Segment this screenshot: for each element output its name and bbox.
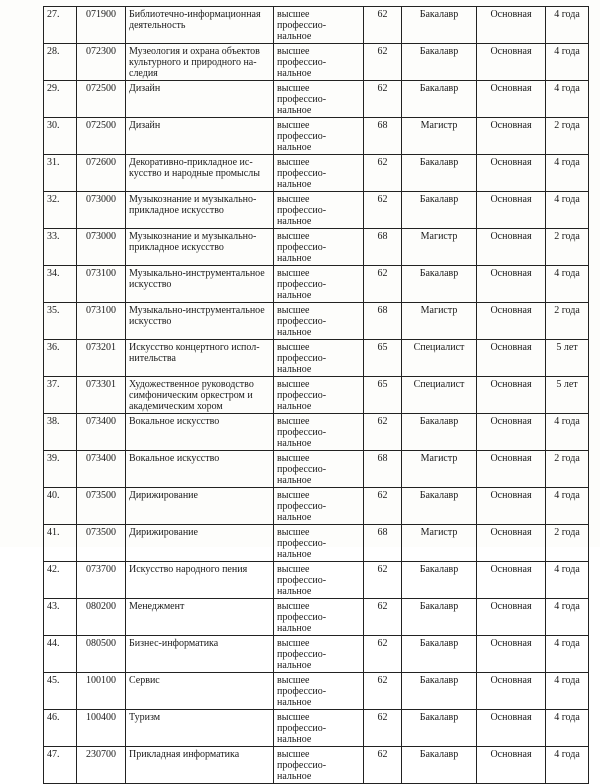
- education-level: высшее профессио-нальное: [274, 81, 364, 118]
- table-row: [44, 266, 589, 303]
- qualification-code: 62: [364, 44, 402, 81]
- qualification-code: 68: [364, 451, 402, 488]
- program-code: 073500: [77, 525, 126, 562]
- study-duration: 5 лет: [546, 377, 589, 414]
- row-number: 37.: [44, 377, 77, 414]
- table-row: [44, 7, 589, 44]
- row-number: 27.: [44, 7, 77, 44]
- row-number: 39.: [44, 451, 77, 488]
- education-level: высшее профессио-нальное: [274, 451, 364, 488]
- qualification: Бакалавр: [402, 44, 477, 81]
- program-code: 072600: [77, 155, 126, 192]
- program-name: Музыкознание и музыкально-прикладное искусство: [126, 229, 274, 266]
- study-form: Основная: [477, 599, 546, 636]
- row-number: 34.: [44, 266, 77, 303]
- education-level: высшее профессио-нальное: [274, 44, 364, 81]
- program-code: 073400: [77, 414, 126, 451]
- program-code: 073000: [77, 229, 126, 266]
- row-number: 43.: [44, 599, 77, 636]
- study-form: Основная: [477, 155, 546, 192]
- study-duration: 2 года: [546, 118, 589, 155]
- table-row: [44, 414, 589, 451]
- education-level: высшее профессио-нальное: [274, 747, 364, 784]
- study-form: Основная: [477, 229, 546, 266]
- study-duration: 4 года: [546, 266, 589, 303]
- table-row: [44, 747, 589, 784]
- study-form: Основная: [477, 7, 546, 44]
- study-duration: 2 года: [546, 451, 589, 488]
- qualification-code: 68: [364, 118, 402, 155]
- education-level: высшее профессио-нальное: [274, 155, 364, 192]
- program-code: 072500: [77, 118, 126, 155]
- program-code: 073500: [77, 488, 126, 525]
- education-level: высшее профессио-нальное: [274, 266, 364, 303]
- program-code: 072500: [77, 81, 126, 118]
- qualification: Бакалавр: [402, 81, 477, 118]
- education-level: высшее профессио-нальное: [274, 192, 364, 229]
- study-duration: 4 года: [546, 710, 589, 747]
- qualification-code: 62: [364, 673, 402, 710]
- program-code: 100400: [77, 710, 126, 747]
- program-name: Искусство концертного испол-нительства: [126, 340, 274, 377]
- qualification: Бакалавр: [402, 710, 477, 747]
- qualification: Бакалавр: [402, 155, 477, 192]
- education-level: высшее профессио-нальное: [274, 673, 364, 710]
- study-form: Основная: [477, 525, 546, 562]
- education-level: высшее профессио-нальное: [274, 414, 364, 451]
- row-number: 46.: [44, 710, 77, 747]
- education-level: высшее профессио-нальное: [274, 636, 364, 673]
- row-number: 40.: [44, 488, 77, 525]
- qualification: Бакалавр: [402, 488, 477, 525]
- program-name: Декоративно-прикладное ис-кусство и народные промыслы: [126, 155, 274, 192]
- study-duration: 4 года: [546, 192, 589, 229]
- row-number: 38.: [44, 414, 77, 451]
- study-duration: 4 года: [546, 562, 589, 599]
- study-duration: 4 года: [546, 44, 589, 81]
- row-number: 31.: [44, 155, 77, 192]
- education-level: высшее профессио-нальное: [274, 710, 364, 747]
- study-duration: 4 года: [546, 747, 589, 784]
- table-row: [44, 118, 589, 155]
- qualification-code: 62: [364, 562, 402, 599]
- program-name: Дизайн: [126, 81, 274, 118]
- study-form: Основная: [477, 192, 546, 229]
- program-name: Музыкально-инструментальное искусство: [126, 303, 274, 340]
- qualification-code: 62: [364, 266, 402, 303]
- row-number: 33.: [44, 229, 77, 266]
- qualification-code: 65: [364, 377, 402, 414]
- qualification: Магистр: [402, 118, 477, 155]
- qualification-code: 62: [364, 488, 402, 525]
- program-code: 080200: [77, 599, 126, 636]
- row-number: 45.: [44, 673, 77, 710]
- study-form: Основная: [477, 44, 546, 81]
- study-form: Основная: [477, 303, 546, 340]
- study-form: Основная: [477, 81, 546, 118]
- study-form: Основная: [477, 340, 546, 377]
- program-code: 073700: [77, 562, 126, 599]
- program-name: Прикладная информатика: [126, 747, 274, 784]
- program-code: 100100: [77, 673, 126, 710]
- study-form: Основная: [477, 710, 546, 747]
- education-level: высшее профессио-нальное: [274, 377, 364, 414]
- education-level: высшее профессио-нальное: [274, 303, 364, 340]
- qualification-code: 68: [364, 229, 402, 266]
- study-form: Основная: [477, 414, 546, 451]
- program-name: Сервис: [126, 673, 274, 710]
- table-body: [44, 7, 589, 784]
- study-duration: 4 года: [546, 488, 589, 525]
- program-name: Музыкознание и музыкально-прикладное искусство: [126, 192, 274, 229]
- table-row: [44, 155, 589, 192]
- table-row: [44, 710, 589, 747]
- program-name: Искусство народного пения: [126, 562, 274, 599]
- row-number: 28.: [44, 44, 77, 81]
- program-name: Дирижирование: [126, 488, 274, 525]
- qualification-code: 68: [364, 303, 402, 340]
- program-name: Библиотечно-информационная деятельность: [126, 7, 274, 44]
- study-form: Основная: [477, 266, 546, 303]
- qualification-code: 62: [364, 192, 402, 229]
- program-name: Дизайн: [126, 118, 274, 155]
- program-code: 230700: [77, 747, 126, 784]
- table-row: [44, 673, 589, 710]
- program-code: 073000: [77, 192, 126, 229]
- education-level: высшее профессио-нальное: [274, 562, 364, 599]
- qualification-code: 68: [364, 525, 402, 562]
- study-duration: 2 года: [546, 303, 589, 340]
- row-number: 29.: [44, 81, 77, 118]
- qualification-code: 62: [364, 747, 402, 784]
- row-number: 32.: [44, 192, 77, 229]
- row-number: 35.: [44, 303, 77, 340]
- program-code: 072300: [77, 44, 126, 81]
- qualification: Магистр: [402, 451, 477, 488]
- table-row: [44, 636, 589, 673]
- program-name: Вокальное искусство: [126, 451, 274, 488]
- table-row: [44, 192, 589, 229]
- study-form: Основная: [477, 747, 546, 784]
- table-row: [44, 229, 589, 266]
- row-number: 41.: [44, 525, 77, 562]
- program-name: Менеджмент: [126, 599, 274, 636]
- program-name: Музеология и охрана объектов культурного и природного на-следия: [126, 44, 274, 81]
- education-level: высшее профессио-нальное: [274, 118, 364, 155]
- table-row: [44, 488, 589, 525]
- study-form: Основная: [477, 118, 546, 155]
- qualification: Бакалавр: [402, 636, 477, 673]
- qualification: Бакалавр: [402, 673, 477, 710]
- program-code: 073100: [77, 303, 126, 340]
- study-duration: 4 года: [546, 673, 589, 710]
- study-form: Основная: [477, 673, 546, 710]
- study-duration: 4 года: [546, 81, 589, 118]
- table-row: [44, 525, 589, 562]
- program-name: Вокальное искусство: [126, 414, 274, 451]
- table-row: [44, 562, 589, 599]
- qualification: Бакалавр: [402, 192, 477, 229]
- study-duration: 2 года: [546, 525, 589, 562]
- table-row: [44, 340, 589, 377]
- table-row: [44, 303, 589, 340]
- study-form: Основная: [477, 562, 546, 599]
- program-name: Музыкально-инструментальное искусство: [126, 266, 274, 303]
- education-level: высшее профессио-нальное: [274, 599, 364, 636]
- education-level: высшее профессио-нальное: [274, 525, 364, 562]
- program-code: 080500: [77, 636, 126, 673]
- education-level: высшее профессио-нальное: [274, 229, 364, 266]
- study-duration: 4 года: [546, 414, 589, 451]
- row-number: 36.: [44, 340, 77, 377]
- table-row: [44, 599, 589, 636]
- table-row: [44, 377, 589, 414]
- qualification-code: 62: [364, 81, 402, 118]
- qualification: Специалист: [402, 377, 477, 414]
- program-name: Туризм: [126, 710, 274, 747]
- table-row: [44, 451, 589, 488]
- qualification-code: 65: [364, 340, 402, 377]
- qualification: Специалист: [402, 340, 477, 377]
- qualification-code: 62: [364, 710, 402, 747]
- study-form: Основная: [477, 488, 546, 525]
- program-name: Художественное руководство симфоническим оркестром и академическим хором: [126, 377, 274, 414]
- program-code: 071900: [77, 7, 126, 44]
- qualification-code: 62: [364, 636, 402, 673]
- table-row: [44, 81, 589, 118]
- study-duration: 4 года: [546, 7, 589, 44]
- qualification: Бакалавр: [402, 266, 477, 303]
- program-name: Дирижирование: [126, 525, 274, 562]
- program-code: 073301: [77, 377, 126, 414]
- study-form: Основная: [477, 377, 546, 414]
- study-form: Основная: [477, 636, 546, 673]
- qualification-code: 62: [364, 155, 402, 192]
- row-number: 42.: [44, 562, 77, 599]
- qualification-code: 62: [364, 414, 402, 451]
- study-duration: 2 года: [546, 229, 589, 266]
- qualification-code: 62: [364, 599, 402, 636]
- row-number: 30.: [44, 118, 77, 155]
- qualification: Бакалавр: [402, 7, 477, 44]
- program-code: 073400: [77, 451, 126, 488]
- qualification: Магистр: [402, 229, 477, 266]
- qualification: Магистр: [402, 525, 477, 562]
- row-number: 47.: [44, 747, 77, 784]
- programs-table: [43, 6, 589, 784]
- program-name: Бизнес-информатика: [126, 636, 274, 673]
- program-code: 073201: [77, 340, 126, 377]
- education-level: высшее профессио-нальное: [274, 340, 364, 377]
- qualification: Бакалавр: [402, 747, 477, 784]
- education-level: высшее профессио-нальное: [274, 7, 364, 44]
- study-duration: 4 года: [546, 636, 589, 673]
- qualification: Бакалавр: [402, 599, 477, 636]
- study-duration: 5 лет: [546, 340, 589, 377]
- row-number: 44.: [44, 636, 77, 673]
- study-form: Основная: [477, 451, 546, 488]
- study-duration: 4 года: [546, 155, 589, 192]
- program-code: 073100: [77, 266, 126, 303]
- qualification-code: 62: [364, 7, 402, 44]
- qualification: Магистр: [402, 303, 477, 340]
- qualification: Бакалавр: [402, 562, 477, 599]
- qualification: Бакалавр: [402, 414, 477, 451]
- table-row: [44, 44, 589, 81]
- education-level: высшее профессио-нальное: [274, 488, 364, 525]
- study-duration: 4 года: [546, 599, 589, 636]
